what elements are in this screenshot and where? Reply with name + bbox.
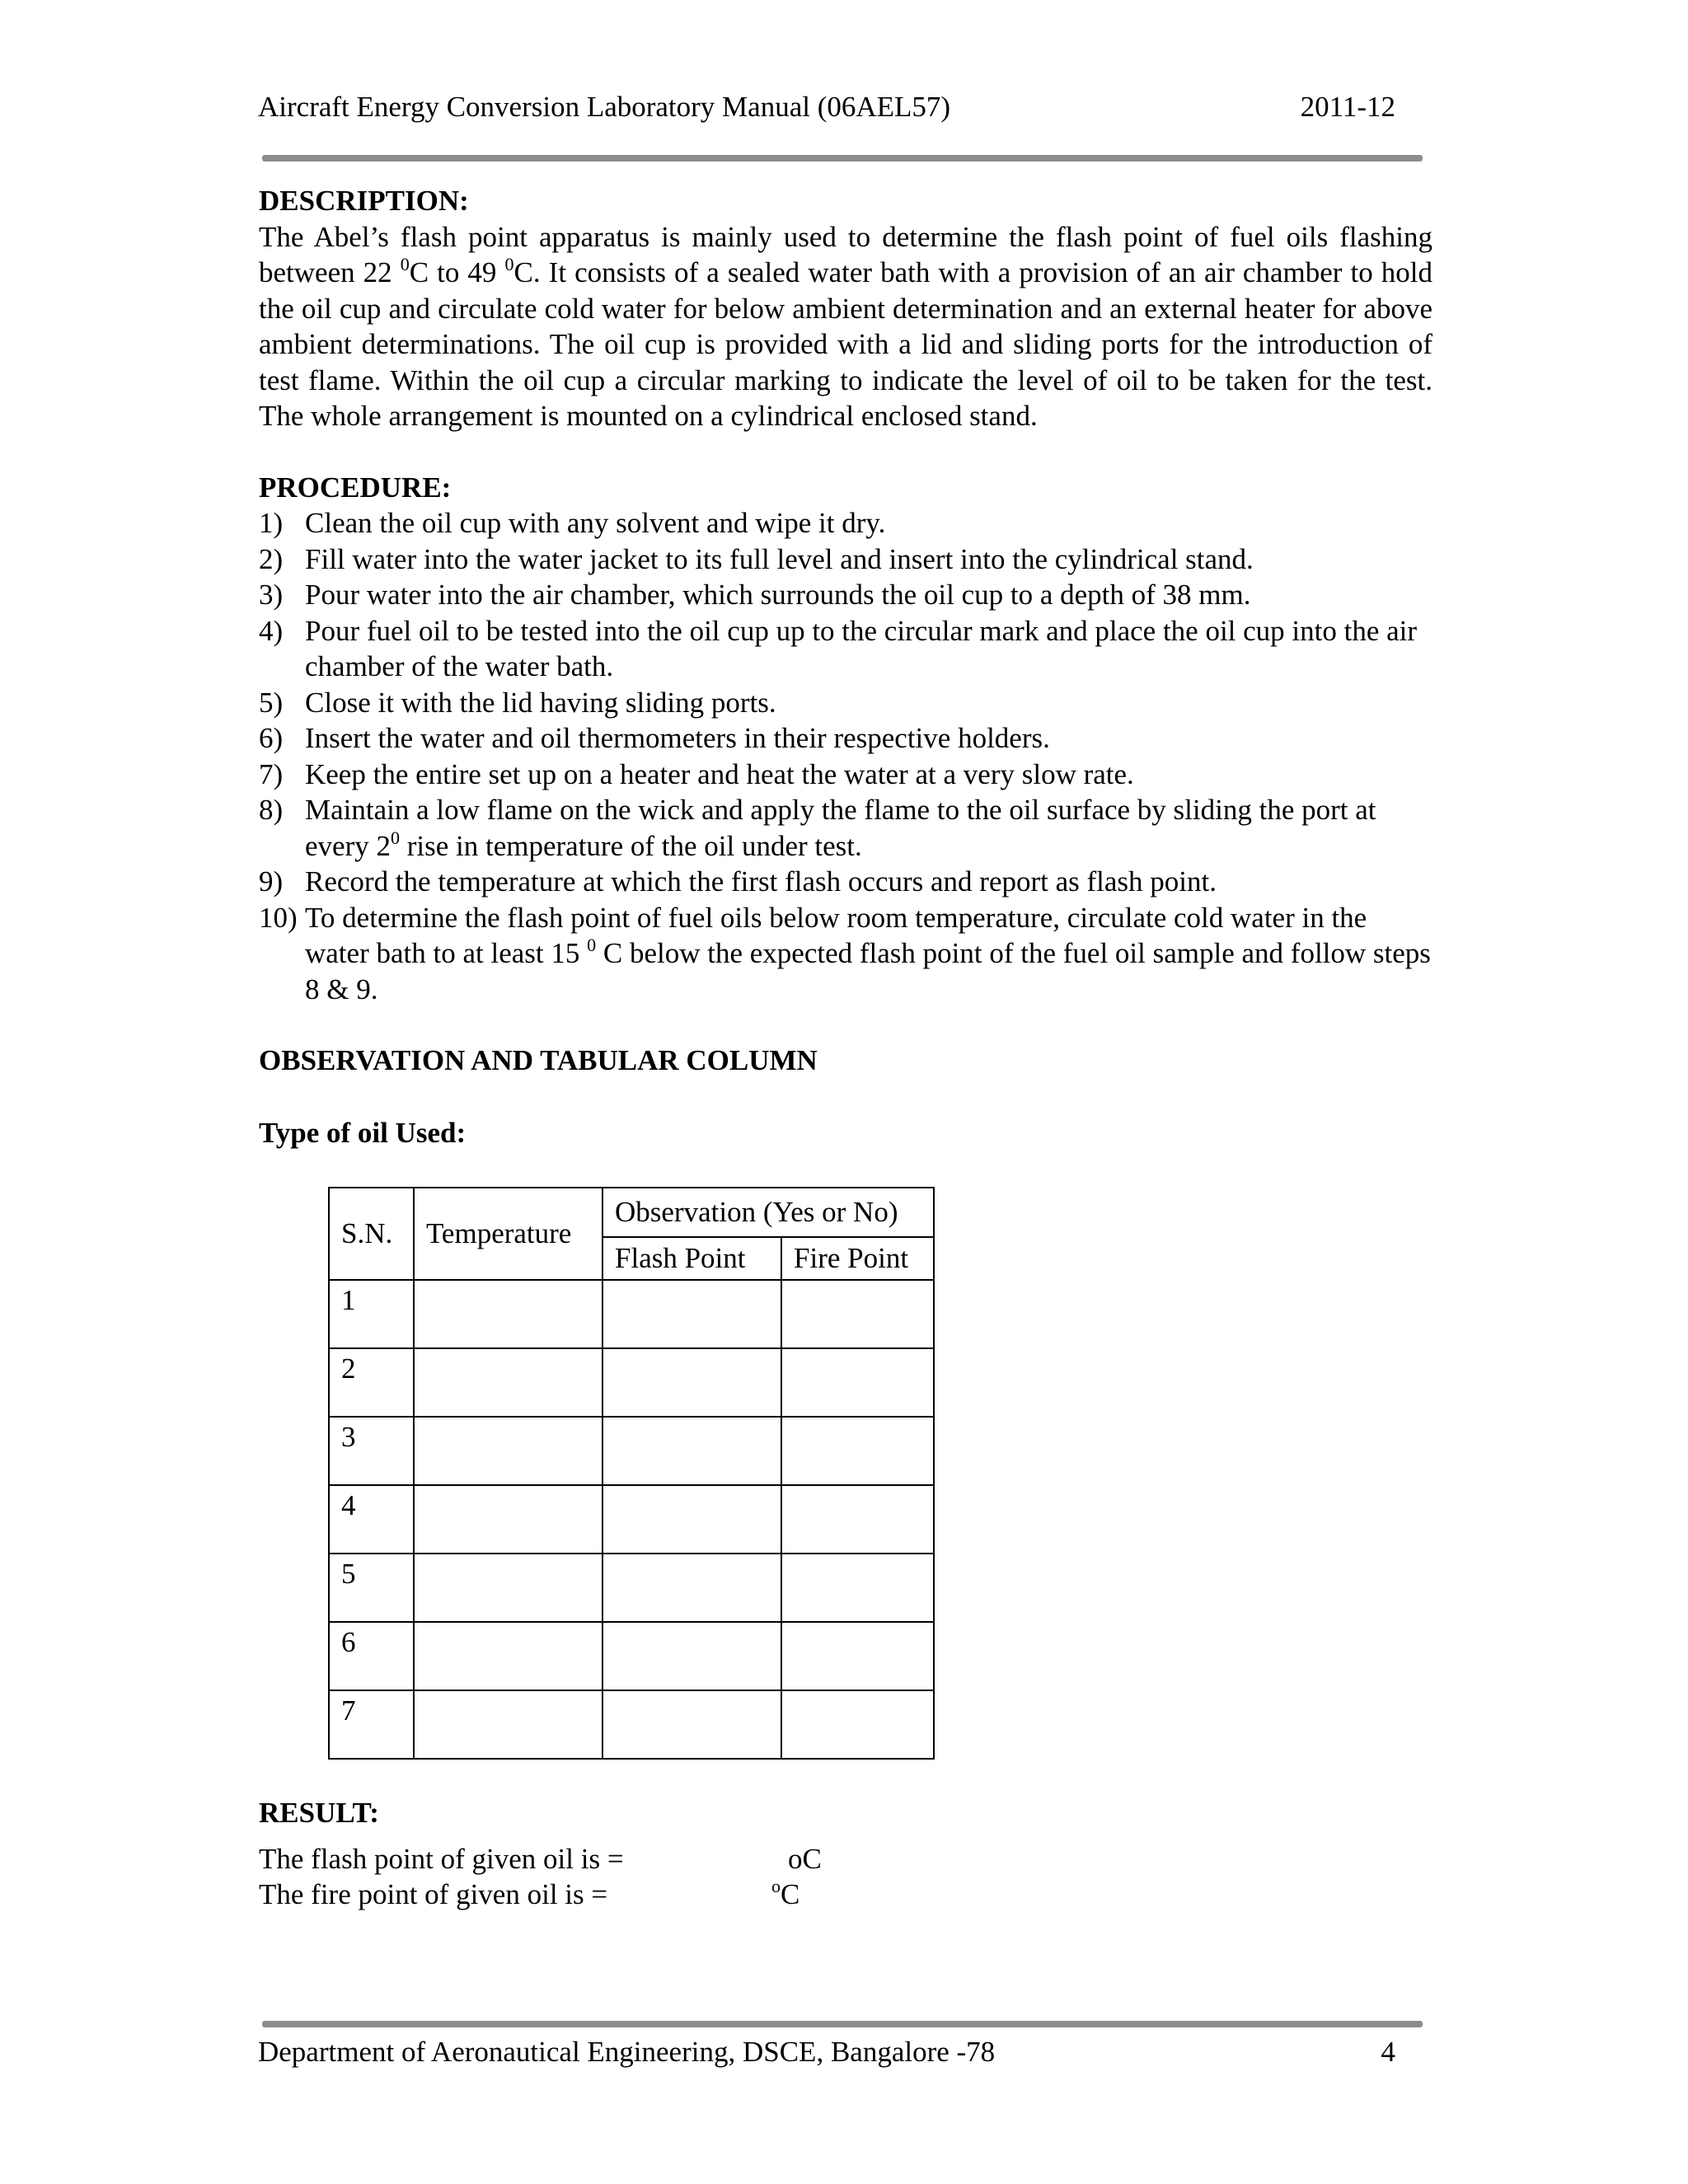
department-name: Department of Aeronautical Engineering, DSCE, Bangalore -78 <box>258 2036 996 2068</box>
temperature-cell <box>414 1554 603 1622</box>
procedure-steps <box>259 505 1432 1007</box>
step-text: Maintain a low flame on the wick and apply the flame to the oil surface by sliding the port at every 2 <box>305 794 1376 862</box>
fire-point-cell <box>781 1554 934 1622</box>
step-number: 6) <box>259 722 284 754</box>
flash-point-cell <box>603 1348 781 1417</box>
degree-superscript: 0 <box>400 254 410 274</box>
observation-heading: OBSERVATION AND TABULAR COLUMN <box>259 1044 818 1076</box>
flash-point-cell <box>603 1554 781 1622</box>
step-number: 10) <box>259 901 298 934</box>
step-number: 7) <box>259 757 284 790</box>
procedure-step <box>259 864 1432 900</box>
temperature-cell <box>414 1622 603 1690</box>
flash-point-unit: oC <box>788 1842 822 1875</box>
procedure-step <box>259 541 1432 578</box>
step-number: 4) <box>259 614 284 647</box>
degree-superscript: o <box>771 1875 781 1896</box>
procedure-heading: PROCEDURE: <box>259 471 452 504</box>
flash-point-cell <box>603 1485 781 1554</box>
row-number: 2 <box>329 1348 414 1417</box>
table-row <box>329 1348 934 1417</box>
procedure-step <box>259 720 1432 757</box>
step-text: Pour fuel oil to be tested into the oil cup up to the circular mark and place the oil cup into the air chamber of the water bath. <box>305 614 1418 682</box>
fire-point-cell <box>781 1622 934 1690</box>
header-rule <box>262 155 1423 162</box>
table-row <box>329 1554 934 1622</box>
footer-rule <box>262 2021 1423 2027</box>
fire-point-result <box>259 1877 1432 1912</box>
col-header-temperature: Temperature <box>414 1188 603 1280</box>
fire-point-cell <box>781 1417 934 1485</box>
description-text-3: C. It consists of a sealed water bath with a provision of an air chamber to hold the oil cup and circulate cold water for below ambient determination and an external heater for above ambient determinations. The oil cup is provided with a lid and sliding ports for the introduction of test flame. Within the oil cup a circular marking to indicate the level of oil to be taken for the test. The whole arrangement is mounted on a cylindrical enclosed stand. <box>259 256 1432 432</box>
step-text: Keep the entire set up on a heater and heat the water at a very slow rate. <box>305 757 1134 790</box>
procedure-step <box>259 900 1432 1008</box>
row-number: 7 <box>329 1690 414 1759</box>
row-number: 3 <box>329 1417 414 1485</box>
col-header-fire-point: Fire Point <box>781 1237 934 1280</box>
degree-superscript: 0 <box>390 827 400 848</box>
description-heading: DESCRIPTION: <box>259 185 469 217</box>
page-content <box>259 183 1432 1912</box>
table-row <box>329 1690 934 1759</box>
table-row <box>329 1417 934 1485</box>
flash-point-result <box>259 1841 1432 1877</box>
procedure-step <box>259 685 1432 721</box>
fire-point-cell <box>781 1690 934 1759</box>
step-number: 1) <box>259 507 284 539</box>
step-number: 8) <box>259 794 284 826</box>
row-number: 5 <box>329 1554 414 1622</box>
page-number: 4 <box>1381 2036 1395 2068</box>
celsius-symbol: C <box>781 1877 800 1910</box>
degree-superscript: 0 <box>504 254 514 274</box>
step-number: 5) <box>259 686 284 719</box>
step-text: C below the expected flash point of the fuel oil sample and follow steps 8 & 9. <box>305 937 1431 1005</box>
temperature-cell <box>414 1690 603 1759</box>
flash-point-result-label: The flash point of given oil is = <box>259 1842 624 1875</box>
temperature-cell <box>414 1417 603 1485</box>
step-number: 3) <box>259 579 284 611</box>
temperature-cell <box>414 1485 603 1554</box>
observation-table <box>328 1187 935 1760</box>
step-text: Clean the oil cup with any solvent and wipe it dry. <box>305 507 886 539</box>
fire-point-cell <box>781 1348 934 1417</box>
step-number: 2) <box>259 542 284 575</box>
academic-year: 2011-12 <box>1300 91 1395 123</box>
table-row <box>329 1485 934 1554</box>
table-row <box>329 1622 934 1690</box>
step-text: To determine the flash point of fuel oils below room temperature, circulate cold water in the water bath to at least 15 <box>305 901 1367 969</box>
manual-title: Aircraft Energy Conversion Laboratory Manual (06AEL57) <box>258 91 951 123</box>
table-header-row <box>329 1188 934 1237</box>
step-text: rise in temperature of the oil under test. <box>399 829 862 862</box>
col-header-sn: S.N. <box>329 1188 414 1280</box>
row-number: 6 <box>329 1622 414 1690</box>
flash-point-cell <box>603 1622 781 1690</box>
step-text: Fill water into the water jacket to its full level and insert into the cylindrical stand. <box>305 542 1254 575</box>
flash-point-cell <box>603 1417 781 1485</box>
fire-point-result-label: The fire point of given oil is = <box>259 1877 608 1910</box>
result-heading: RESULT: <box>259 1797 379 1829</box>
procedure-step <box>259 613 1432 685</box>
flash-point-cell <box>603 1690 781 1759</box>
procedure-step <box>259 505 1432 541</box>
step-text: Close it with the lid having sliding ports. <box>305 686 776 719</box>
col-header-flash-point: Flash Point <box>603 1237 781 1280</box>
fire-point-cell <box>781 1485 934 1554</box>
step-text: Pour water into the air chamber, which surrounds the oil cup to a depth of 38 mm. <box>305 579 1251 611</box>
temperature-cell <box>414 1348 603 1417</box>
flash-point-cell <box>603 1280 781 1348</box>
step-text: Record the temperature at which the first flash occurs and report as flash point. <box>305 865 1217 898</box>
fire-point-cell <box>781 1280 934 1348</box>
row-number: 1 <box>329 1280 414 1348</box>
fire-point-unit <box>771 1877 799 1913</box>
description-paragraph <box>259 219 1432 434</box>
procedure-step <box>259 577 1432 613</box>
procedure-step <box>259 792 1432 864</box>
description-text-1: The Abel’s flash point apparatus is mainly used to determine the flash point of fuel oils flashing between 22 <box>259 220 1432 288</box>
step-number: 9) <box>259 865 284 898</box>
procedure-step <box>259 757 1432 793</box>
degree-superscript: 0 <box>587 935 597 955</box>
step-text: Insert the water and oil thermometers in their respective holders. <box>305 722 1050 754</box>
table-row <box>329 1280 934 1348</box>
col-header-observation: Observation (Yes or No) <box>603 1188 934 1237</box>
temperature-cell <box>414 1280 603 1348</box>
row-number: 4 <box>329 1485 414 1554</box>
description-text-2: C to 49 <box>409 256 505 288</box>
oil-type-label: Type of oil Used: <box>259 1116 467 1149</box>
